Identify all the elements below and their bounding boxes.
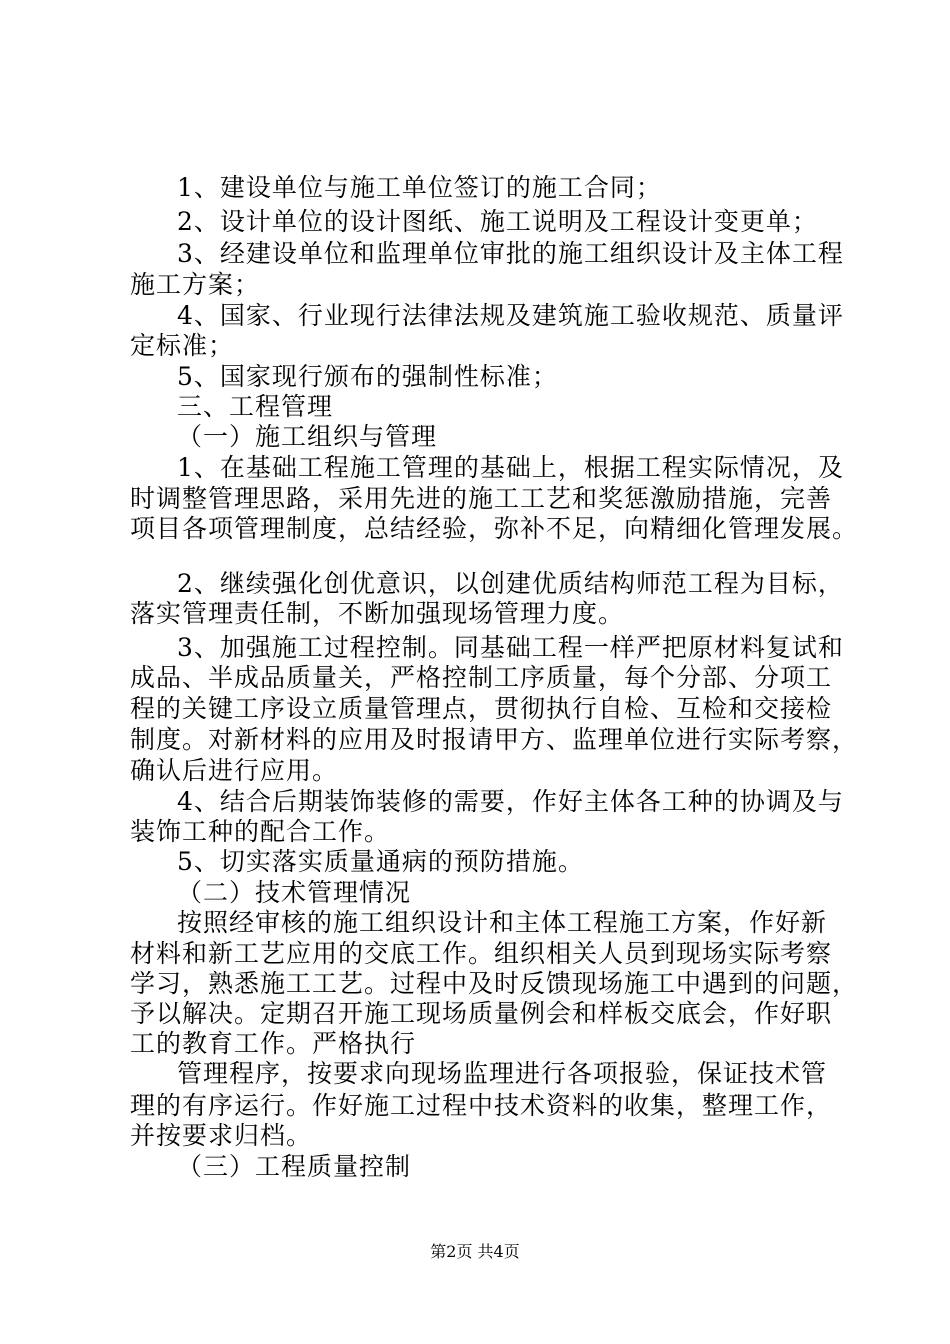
text-line: 予以解决。定期召开施工现场质量例会和样板交底会，作好职 [130, 999, 833, 1028]
text-line: 项目各项管理制度，总结经验，弥补不足，向精细化管理发展。 [130, 514, 859, 543]
text-line: 装饰工种的配合工作。 [130, 817, 391, 846]
text-line: 并按要求归档。 [130, 1121, 313, 1150]
text-line: 落实管理责任制，不断加强现场管理力度。 [130, 599, 625, 628]
text-line: 施工方案； [130, 270, 261, 299]
text-line: 按照经审核的施工组织设计和主体工程施工方案，作好新 [177, 908, 828, 937]
text-line: 3、经建设单位和监理单位审批的施工组织设计及主体工程 [177, 239, 844, 268]
text-line: 成品、半成品质量关，严格控制工序质量，每个分部、分项工 [130, 663, 833, 692]
text-line: 制度。对新材料的应用及时报请甲方、监理单位进行实际考察， [130, 725, 859, 754]
text-line: 确认后进行应用。 [130, 756, 339, 785]
text-line: 1、在基础工程施工管理的基础上，根据工程实际情况，及 [177, 453, 844, 482]
text-line: 2、设计单位的设计图纸、施工说明及工程设计变更单； [177, 207, 818, 236]
text-line: 1、建设单位与施工单位签订的施工合同； [177, 173, 662, 202]
text-line: 程的关键工序设立质量管理点，贯彻执行自检、互检和交接检 [130, 694, 833, 723]
text-line: 定标准； [130, 331, 235, 360]
text-line: 材料和新工艺应用的交底工作。组织相关人员到现场实际考察 [130, 939, 833, 968]
subsection-heading: （一）施工组织与管理 [177, 422, 438, 451]
subsection-heading: （三）工程质量控制 [177, 1152, 412, 1181]
text-line: 理的有序运行。作好施工过程中技术资料的收集，整理工作， [130, 1091, 833, 1120]
text-line: 4、结合后期装饰装修的需要，作好主体各工种的协调及与 [177, 787, 844, 816]
text-line: 3、加强施工过程控制。同基础工程一样严把原材料复试和 [177, 633, 844, 662]
text-line: 学习，熟悉施工工艺。过程中及时反馈现场施工中遇到的问题， [130, 969, 859, 998]
text-line: 时调整管理思路，采用先进的施工工艺和奖惩激励措施，完善 [130, 484, 833, 513]
text-line: 工的教育工作。严格执行 [130, 1029, 417, 1058]
text-line: 管理程序，按要求向现场监理进行各项报验，保证技术管 [177, 1059, 828, 1088]
text-line: 5、切实落实质量通病的预防措施。 [177, 847, 584, 876]
section-heading: 三、工程管理 [177, 392, 334, 421]
subsection-heading: （二）技术管理情况 [177, 878, 412, 907]
page-number-footer: 第2页 共4页 [430, 1242, 520, 1261]
text-line: 2、继续强化创优意识，以创建优质结构师范工程为目标， [177, 569, 844, 598]
text-line: 5、国家现行颁布的强制性标准； [177, 362, 558, 391]
text-line: 4、国家、行业现行法律法规及建筑施工验收规范、质量评 [177, 301, 844, 330]
